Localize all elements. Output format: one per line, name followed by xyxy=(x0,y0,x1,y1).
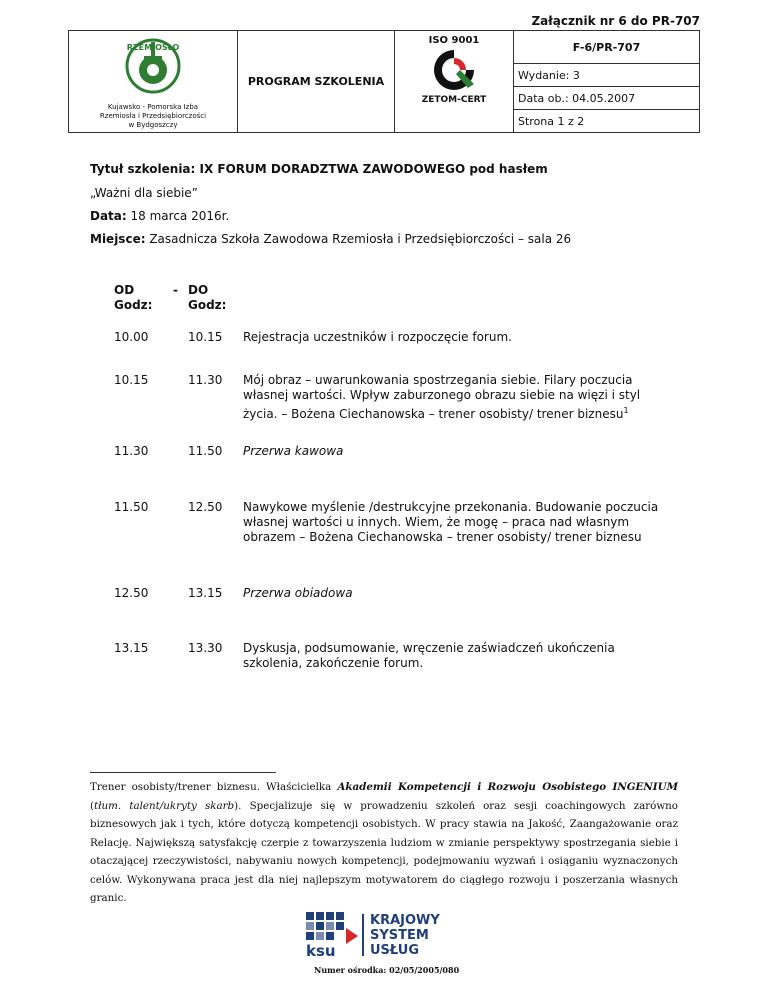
iso-label: ISO 9001 xyxy=(428,35,480,46)
document-header xyxy=(68,30,700,133)
place-value: Zasadnicza Szkoła Zawodowa Rzemiosła i Przedsiębiorczości – sala 26 xyxy=(149,232,572,246)
annex-label: Załącznik nr 6 do PR-707 xyxy=(531,14,700,28)
col-from-line-2: Godz: xyxy=(114,298,153,312)
training-title xyxy=(90,162,548,176)
row-5-to: 13.15 xyxy=(188,586,223,600)
ksu-logo xyxy=(306,912,366,962)
row-3-to: 11.50 xyxy=(188,444,223,458)
org-name-line-3: w Bydgoszczy xyxy=(128,120,178,129)
place-label: Miejsce: xyxy=(90,232,146,246)
ksu-grid-icon xyxy=(306,912,366,958)
ksu-divider xyxy=(362,914,364,956)
ksu-abbr: ksu xyxy=(306,942,336,958)
row-4-to: 12.50 xyxy=(188,500,223,514)
date-label: Data: xyxy=(90,209,127,223)
cert-label: ZETOM-CERT xyxy=(421,95,487,105)
row-1-from: 10.00 xyxy=(114,330,149,344)
chamber-logo-icon xyxy=(108,34,198,100)
row-6-desc: Dyskusja, podsumowanie, wręczenie zaświadczeń ukończenia szkolenia, zakończenie forum. xyxy=(243,641,615,670)
date-value: 18 marca 2016r. xyxy=(130,209,230,223)
form-code: F-6/PR-707 xyxy=(514,31,700,64)
row-5-desc: Przerwa obiadowa xyxy=(243,586,353,600)
col-dash: - xyxy=(173,283,178,297)
footnote-part-1: Trener osobisty/trener biznesu. Właścicielka xyxy=(90,781,338,793)
ksu-line-2: SYSTEM xyxy=(370,928,429,943)
program-title: PROGRAM SZKOLENIA xyxy=(238,31,395,133)
place-line xyxy=(90,232,571,246)
title-label: Tytuł szkolenia: xyxy=(90,162,196,176)
org-name-line-2: Rzemiosła i Przedsiębiorczości xyxy=(99,111,207,120)
row-1-to: 10.15 xyxy=(188,330,223,344)
ksu-line-1: KRAJOWY xyxy=(370,913,440,928)
footnote xyxy=(90,778,678,908)
ksu-line-3: USŁUG xyxy=(370,943,420,958)
row-2-text: Mój obraz – uwarunkowania spostrzegania siebie. Filary poczucia własnej wartości. Wpływ zaburzonego obrazu siebie na więzi i styl życia. – Bożena Ciechanowska – trener osobisty/ trener biznesu xyxy=(243,373,641,421)
footnote-translation: tłum. talent/ukryty skarb xyxy=(94,799,235,812)
row-3-desc: Przerwa kawowa xyxy=(243,444,344,458)
col-to-line-2: Godz: xyxy=(188,298,227,312)
org-name-line-1: Kujawsko - Pomorska Izba xyxy=(107,102,199,111)
logo-cell xyxy=(69,31,238,133)
row-6-to: 13.30 xyxy=(188,641,223,655)
valid-from: Data ob.: 04.05.2007 xyxy=(514,87,700,110)
row-3-from: 11.30 xyxy=(114,444,149,458)
row-2-to: 11.30 xyxy=(188,373,223,387)
col-to-line-1: DO xyxy=(188,283,209,297)
row-4-from: 11.50 xyxy=(114,500,149,514)
footnote-academy: Akademii Kompetencji i Rozwoju Osobistego INGENIUM xyxy=(337,781,679,793)
ksu-number: Numer ośrodka: 02/05/2005/080 xyxy=(314,965,460,975)
footnote-ref: 1 xyxy=(623,406,629,415)
row-5-from: 12.50 xyxy=(114,586,149,600)
logo-lettering: RZEMIOSŁO xyxy=(126,42,180,52)
zetom-cert-logo-icon xyxy=(430,46,478,92)
col-from-line-1: OD xyxy=(114,283,135,297)
row-2-from: 10.15 xyxy=(114,373,149,387)
footnote-part-3: ). Specjalizuje się w prowadzeniu szkoleń oraz sesji coachingowych zarówno biznesowych jak i tych, które dotyczą kompetencji osobistych. W pracy stawia na Jakość, Zaangażowanie oraz Relację. Największą satysfakcję czerpie z towarzyszenia ludziom w zmianie perspektywy spostrzegania siebie i otaczającej rzeczywistości, nabywaniu nowych kompetencji, podejmowaniu wyzwań i osiąganiu wyznaczonych celów. Wykonywana praca jest dla niej najlepszym motywatorem do ciągłego rozwoju i poszerzania własnych granic. xyxy=(90,799,678,904)
row-4-desc: Nawykowe myślenie /destrukcyjne przekonania. Budowanie poczucia własnej wartości u innych. Wiem, że mogę – praca nad własnym obrazem – Bożena Ciechanowska – trener osobisty/ trener biznesu xyxy=(243,500,659,544)
row-1-desc: Rejestracja uczestników i rozpoczęcie forum. xyxy=(243,330,512,344)
footnote-part-2: ( xyxy=(90,799,95,812)
row-2-desc xyxy=(243,373,663,422)
page-number: Strona 1 z 2 xyxy=(514,110,700,133)
iso-cell xyxy=(395,31,514,133)
edition: Wydanie: 3 xyxy=(514,64,700,87)
date-line xyxy=(90,209,229,223)
motto: „Ważni dla siebie” xyxy=(90,186,198,200)
footnote-separator xyxy=(90,772,276,773)
title-value: IX FORUM DORADZTWA ZAWODOWEGO pod hasłem xyxy=(199,162,548,176)
row-6-from: 13.15 xyxy=(114,641,149,655)
